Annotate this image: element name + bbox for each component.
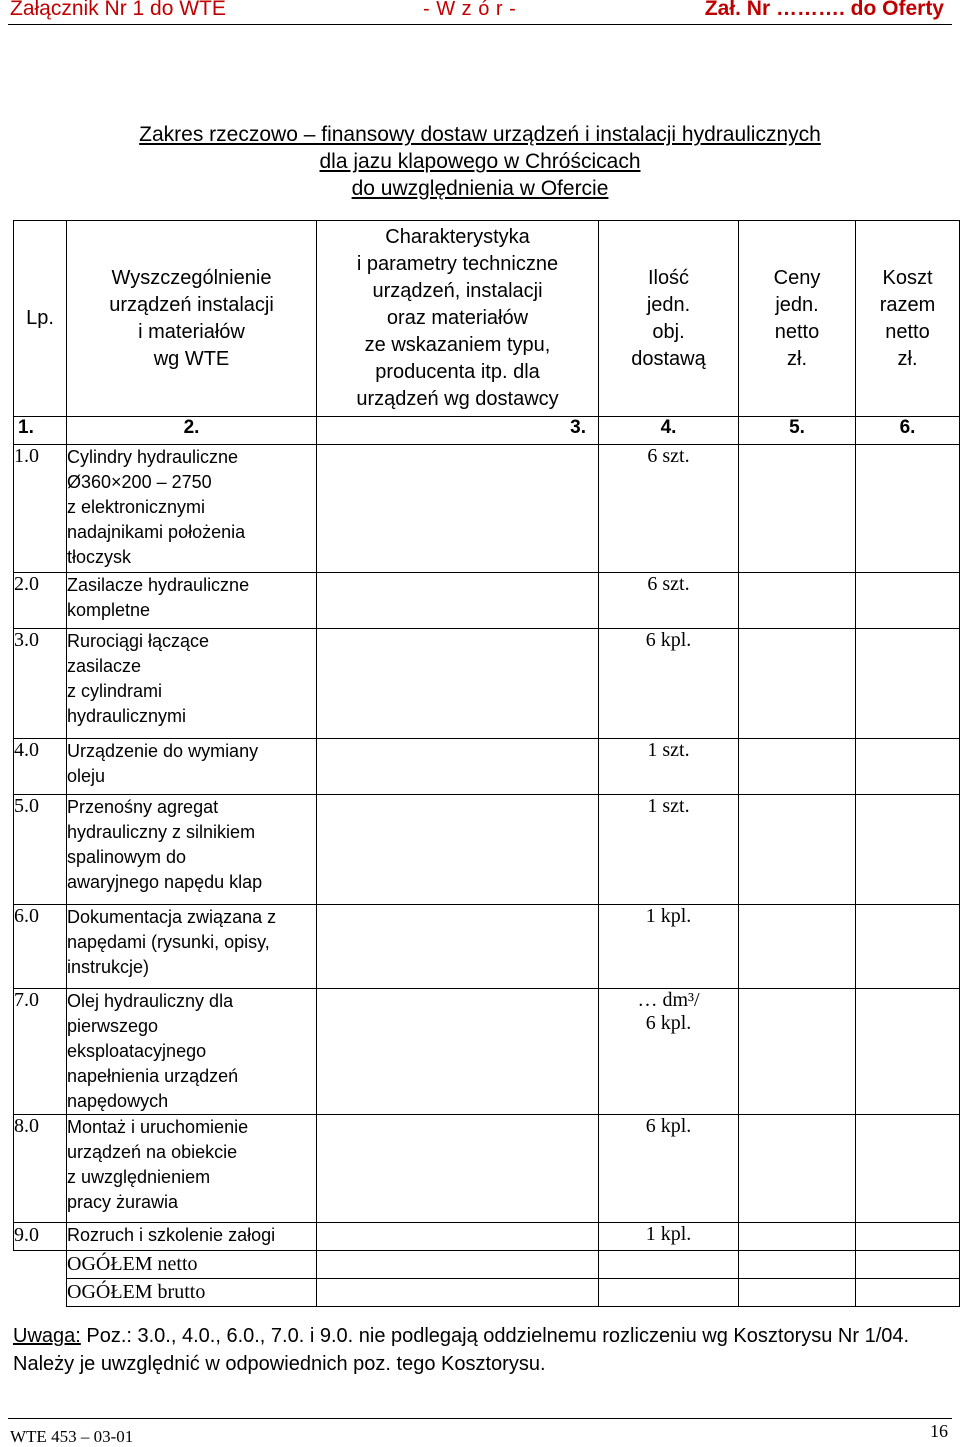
row-description: Montaż i uruchomienie urządzeń na obiekcie z uwzględnieniem pracy żurawia bbox=[67, 1115, 317, 1223]
page-footer bbox=[8, 1418, 952, 1445]
row-characteristics[interactable] bbox=[317, 739, 599, 795]
row-number: 7.0 bbox=[14, 989, 67, 1115]
row-number: 4.0 bbox=[14, 739, 67, 795]
row-quantity: 6 szt. bbox=[599, 445, 739, 573]
row-unit-price[interactable] bbox=[739, 1115, 856, 1223]
column-number: 2. bbox=[67, 417, 317, 445]
table-row bbox=[14, 905, 960, 989]
row-description: Olej hydrauliczny dla pierwszego eksploatacyjnego napełnienia urządzeń napędowych bbox=[67, 989, 317, 1115]
table-row bbox=[14, 1223, 960, 1251]
header-total-cost: Koszt razem netto zł. bbox=[856, 221, 960, 417]
row-total-cost[interactable] bbox=[856, 989, 960, 1115]
total-gross-label: OGÓŁEM brutto bbox=[67, 1279, 317, 1307]
spacer-cell bbox=[14, 1251, 67, 1279]
row-unit-price[interactable] bbox=[739, 573, 856, 629]
row-characteristics[interactable] bbox=[317, 573, 599, 629]
row-characteristics[interactable] bbox=[317, 445, 599, 573]
row-total-cost[interactable] bbox=[856, 445, 960, 573]
header-unit-price: Ceny jedn. netto zł. bbox=[739, 221, 856, 417]
total-gross-row bbox=[14, 1279, 960, 1307]
row-unit-price[interactable] bbox=[739, 445, 856, 573]
row-characteristics[interactable] bbox=[317, 629, 599, 739]
total-net-value[interactable] bbox=[856, 1251, 960, 1279]
note-text: Poz.: 3.0., 4.0., 6.0., 7.0. i 9.0. nie podlegają oddzielnemu rozliczeniu wg Kosztorysu Nr 1/04. Należy je uwzględnić w odpowiednich poz. tego Kosztorysu. bbox=[13, 1325, 910, 1375]
document-title-line2: dla jazu klapowego w Chróścicach bbox=[319, 150, 641, 173]
column-number: 3. bbox=[317, 417, 599, 445]
row-quantity: 6 kpl. bbox=[599, 1115, 739, 1223]
row-quantity: 1 szt. bbox=[599, 739, 739, 795]
header-lp: Lp. bbox=[14, 221, 67, 417]
row-description: Dokumentacja związana z napędami (rysunki, opisy, instrukcje) bbox=[67, 905, 317, 989]
row-total-cost[interactable] bbox=[856, 905, 960, 989]
total-gross-unit-price bbox=[739, 1279, 856, 1307]
header-characteristics: Charakterystyka i parametry techniczne urządzeń, instalacji oraz materiałów ze wskazaniem typu, producenta itp. dla urządzeń wg dostawcy bbox=[317, 221, 599, 417]
row-quantity: 6 kpl. bbox=[599, 629, 739, 739]
row-characteristics[interactable] bbox=[317, 1223, 599, 1251]
total-gross-value[interactable] bbox=[856, 1279, 960, 1307]
row-quantity: 1 kpl. bbox=[599, 1223, 739, 1251]
note-label: Uwaga: bbox=[13, 1325, 81, 1347]
row-number: 2.0 bbox=[14, 573, 67, 629]
row-total-cost[interactable] bbox=[856, 1115, 960, 1223]
scope-table bbox=[13, 220, 960, 1307]
row-unit-price[interactable] bbox=[739, 989, 856, 1115]
row-characteristics[interactable] bbox=[317, 905, 599, 989]
note-paragraph bbox=[13, 1322, 953, 1378]
table-row bbox=[14, 445, 960, 573]
row-unit-price[interactable] bbox=[739, 795, 856, 905]
column-number: 1. bbox=[14, 417, 67, 445]
row-number: 6.0 bbox=[14, 905, 67, 989]
spacer-cell bbox=[14, 1279, 67, 1307]
document-title-line3: do uwzględnienia w Ofercie bbox=[351, 177, 609, 200]
row-characteristics[interactable] bbox=[317, 1115, 599, 1223]
row-quantity: 1 szt. bbox=[599, 795, 739, 905]
row-quantity: 1 kpl. bbox=[599, 905, 739, 989]
total-net-characteristics bbox=[317, 1251, 599, 1279]
row-number: 5.0 bbox=[14, 795, 67, 905]
table-row bbox=[14, 795, 960, 905]
table-row bbox=[14, 989, 960, 1115]
row-number: 3.0 bbox=[14, 629, 67, 739]
table-row bbox=[14, 1115, 960, 1223]
row-description: Urządzenie do wymiany oleju bbox=[67, 739, 317, 795]
row-total-cost[interactable] bbox=[856, 739, 960, 795]
row-total-cost[interactable] bbox=[856, 629, 960, 739]
total-net-row bbox=[14, 1251, 960, 1279]
row-description: Rozruch i szkolenie załogi bbox=[67, 1223, 317, 1251]
column-number: 4. bbox=[599, 417, 739, 445]
row-unit-price[interactable] bbox=[739, 739, 856, 795]
header-annex-label: Załącznik Nr 1 do WTE bbox=[10, 0, 226, 20]
column-number: 6. bbox=[856, 417, 960, 445]
page-number: 16 bbox=[930, 1421, 948, 1441]
header-name: Wyszczególnienie urządzeń instalacji i materiałów wg WTE bbox=[67, 221, 317, 417]
row-total-cost[interactable] bbox=[856, 795, 960, 905]
row-description: Cylindry hydrauliczne Ø360×200 – 2750 z elektronicznymi nadajnikami położenia tłoczysk bbox=[67, 445, 317, 573]
table-row bbox=[14, 629, 960, 739]
row-description: Przenośny agregat hydrauliczny z silnikiem spalinowym do awaryjnego napędu klap bbox=[67, 795, 317, 905]
row-quantity: 6 szt. bbox=[599, 573, 739, 629]
row-total-cost[interactable] bbox=[856, 573, 960, 629]
column-number-row bbox=[14, 417, 960, 445]
row-description: Rurociągi łączące zasilacze z cylindrami hydraulicznymi bbox=[67, 629, 317, 739]
header-quantity: Ilość jedn. obj. dostawą bbox=[599, 221, 739, 417]
total-net-unit-price bbox=[739, 1251, 856, 1279]
row-characteristics[interactable] bbox=[317, 795, 599, 905]
total-net-quantity bbox=[599, 1251, 739, 1279]
row-unit-price[interactable] bbox=[739, 905, 856, 989]
header-template-label: - W z ó r - bbox=[423, 0, 517, 20]
row-number: 1.0 bbox=[14, 445, 67, 573]
total-net-label: OGÓŁEM netto bbox=[67, 1251, 317, 1279]
table-header-row bbox=[14, 221, 960, 417]
footer-document-code: WTE 453 – 03-01 bbox=[10, 1427, 134, 1446]
total-gross-characteristics bbox=[317, 1279, 599, 1307]
header-offer-label: Zał. Nr ………. do Oferty bbox=[704, 0, 944, 20]
row-number: 8.0 bbox=[14, 1115, 67, 1223]
page-header bbox=[8, 0, 952, 25]
row-characteristics[interactable] bbox=[317, 989, 599, 1115]
row-description: Zasilacze hydrauliczne kompletne bbox=[67, 573, 317, 629]
row-total-cost[interactable] bbox=[856, 1223, 960, 1251]
document-title-line1: Zakres rzeczowo – finansowy dostaw urządzeń i instalacji hydraulicznych bbox=[139, 123, 821, 146]
row-quantity: … dm³/ 6 kpl. bbox=[599, 989, 739, 1115]
table-row bbox=[14, 573, 960, 629]
table-row bbox=[14, 739, 960, 795]
total-gross-quantity bbox=[599, 1279, 739, 1307]
row-number: 9.0 bbox=[14, 1223, 67, 1251]
row-unit-price[interactable] bbox=[739, 629, 856, 739]
column-number: 5. bbox=[739, 417, 856, 445]
row-unit-price[interactable] bbox=[739, 1223, 856, 1251]
